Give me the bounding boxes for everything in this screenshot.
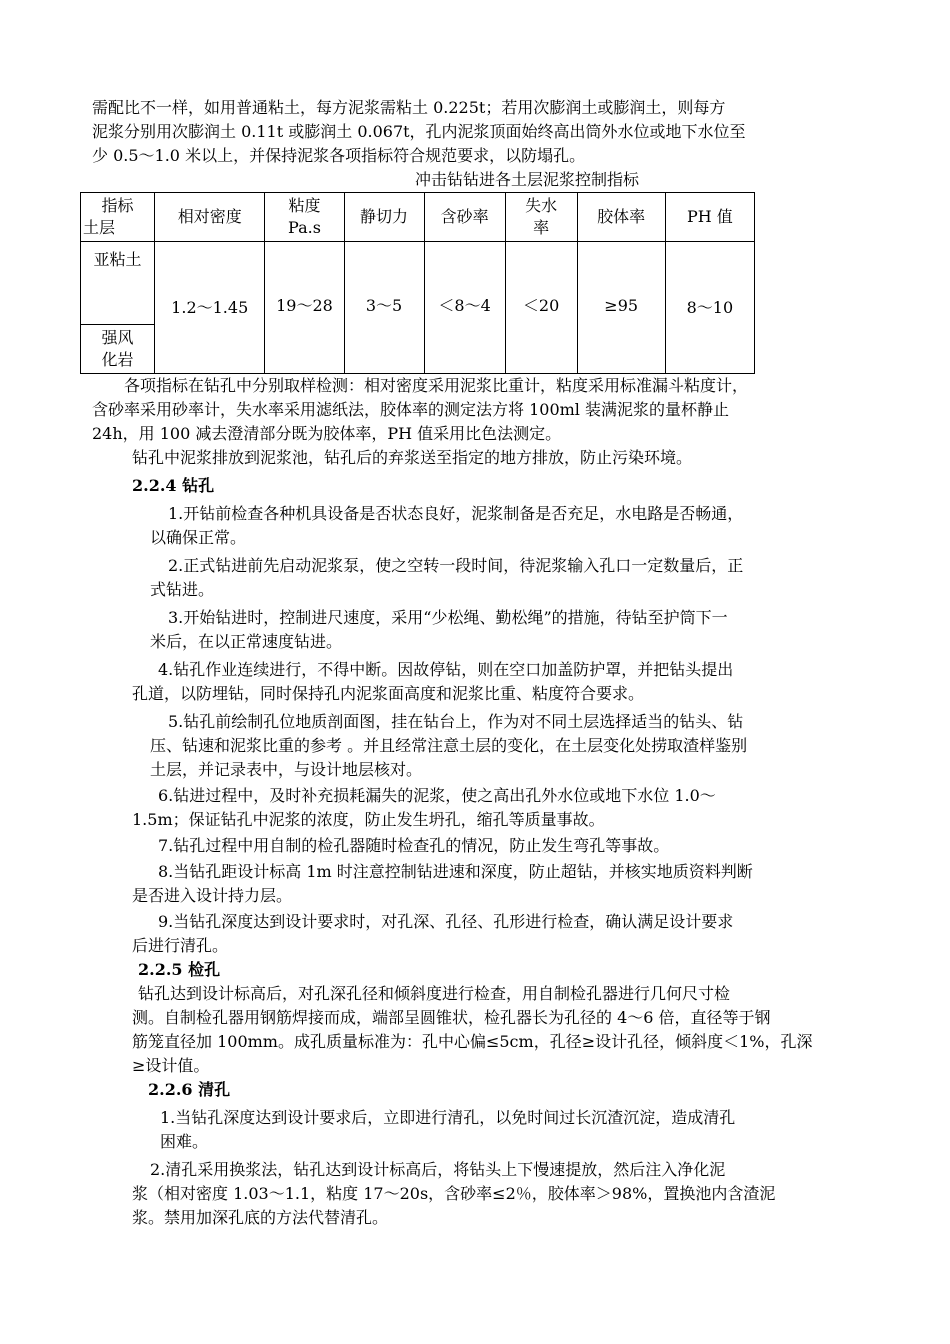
text-line: 筋笼直径加 100mm。成孔质量标准为：孔中心偏≤5cm，孔径≥设计孔径，倾斜度＜1%，孔深: [132, 1032, 813, 1051]
drill-item-3: [92, 606, 872, 654]
drill-item-7: [92, 834, 872, 858]
value-ph: 8～10: [665, 242, 754, 374]
text-line: 米后，在以正常速度钻进。: [150, 632, 343, 651]
test-method-paragraph: [92, 374, 872, 446]
section-heading-inspect: 2.2.5 检孔: [138, 960, 221, 979]
value-viscosity: 19～28: [265, 242, 344, 374]
row-label-rock-line2: 化岩: [101, 350, 134, 369]
drill-item-2: [92, 554, 872, 602]
row-label-rock-line1: 强风: [101, 328, 134, 347]
text-line: 含砂率采用砂率计，失水率采用滤纸法，胶体率的测定法方将 100ml 装满泥浆的量杯静止: [92, 400, 730, 419]
drill-item-1: [92, 502, 872, 550]
drill-item-6: [92, 784, 872, 832]
text-line: 浆。禁用加深孔底的方法代替清孔。: [132, 1208, 389, 1227]
text-line: 土层，并记录表中，与设计地层核对。: [150, 760, 423, 779]
clean-item-1: [92, 1106, 872, 1154]
text-line: 8.当钻孔距设计标高 1m 时注意控制钻进速和深度，防止超钻，并核实地质资料判断: [158, 862, 753, 881]
header-water-loss-line1: 失水: [525, 196, 558, 215]
text-line: 式钻进。: [150, 580, 215, 599]
header-colloid: 胶体率: [577, 193, 665, 242]
section-heading-clean: 2.2.6 清孔: [148, 1080, 231, 1099]
value-shear: 3～5: [344, 242, 424, 374]
text-line: 困难。: [160, 1132, 209, 1151]
text-line: 以确保正常。: [150, 528, 247, 547]
header-viscosity-line1: 粘度: [288, 196, 321, 215]
text-line: 需配比不一样，如用普通粘土，每方泥浆需粘土 0.225t；若用次膨润土或膨润土，则每方: [92, 98, 726, 117]
text-line: 3.开始钻进时，控制进尺速度，采用“少松绳、勤松绳”的措施，待钻至护筒下一: [168, 608, 728, 627]
clean-item-2: [92, 1158, 872, 1230]
inspect-paragraph: [92, 982, 872, 1078]
table-row: [81, 242, 755, 325]
text-line: 1.开钻前检查各种机具设备是否状态良好，泥浆制备是否充足，水电路是否畅通，: [168, 504, 744, 523]
header-water-loss: [505, 193, 577, 242]
text-line: 6.钻进过程中，及时补充损耗漏失的泥浆，使之高出孔外水位或地下水位 1.0～: [158, 786, 716, 805]
text-line: 少 0.5～1.0 米以上，并保持泥浆各项指标符合规范要求，以防塌孔。: [92, 146, 586, 165]
header-density: 相对密度: [154, 193, 264, 242]
text-line: 压、钻速和泥浆比重的参考 。并且经常注意土层的变化，在土层变化处捞取渣样鉴别: [150, 736, 748, 755]
mud-control-table: [80, 192, 755, 374]
text-line: 9.当钻孔深度达到设计要求时，对孔深、孔径、孔形进行检查，确认满足设计要求: [158, 912, 734, 931]
text-line: 测。自制检孔器用钢筋焊接而成，端部呈圆锥状，检孔器长为孔径的 4～6 倍，直径等于钢: [132, 1008, 771, 1027]
text-line: 孔道，以防埋钻，同时保持孔内泥浆面高度和泥浆比重、粘度符合要求。: [132, 684, 645, 703]
corner-top: 指标: [101, 196, 134, 215]
drill-item-9: [92, 910, 872, 958]
value-density: 1.2～1.45: [154, 242, 264, 374]
text-line: 4.钻孔作业连续进行，不得中断。因故停钻，则在空口加盖防护罩，并把钻头提出: [158, 660, 734, 679]
text-line: 泥浆分别用次膨润土 0.11t 或膨润土 0.067t，孔内泥浆顶面始终高出筒外水位或地下水位至: [92, 122, 746, 141]
text-line: 2.清孔采用换浆法，钻孔达到设计标高后，将钻头上下慢速提放，然后注入净化泥: [150, 1160, 726, 1179]
header-viscosity-line2: Pa.s: [288, 218, 321, 237]
drill-item-8: [92, 860, 872, 908]
header-viscosity: [265, 193, 344, 242]
corner-bottom: 土层: [83, 218, 116, 237]
document-page: [83, 96, 872, 1230]
value-water-loss: ＜20: [505, 242, 577, 374]
text-line: 各项指标在钻孔中分别取样检测：相对密度采用泥浆比重计，粘度采用标准漏斗粘度计，: [124, 376, 749, 395]
text-line: 1.当钻孔深度达到设计要求后，立即进行清孔，以免时间过长沉渣沉淀，造成清孔: [160, 1108, 736, 1127]
header-ph: PH 值: [665, 193, 754, 242]
text-line: 1.5m；保证钻孔中泥浆的浓度，防止发生坍孔，缩孔等质量事故。: [132, 810, 605, 829]
text-line: 7.钻孔过程中用自制的检孔器随时检查孔的情况，防止发生弯孔等事故。: [158, 836, 670, 855]
text-line: 24h，用 100 减去澄清部分既为胶体率，PH 值采用比色法测定。: [92, 424, 562, 443]
table-caption: 冲击钻钻进各土层泥浆控制指标: [414, 170, 639, 189]
text-line: 后进行清孔。: [132, 936, 229, 955]
corner-cell: [81, 193, 155, 242]
text-line: 是否进入设计持力层。: [132, 886, 293, 905]
discharge-paragraph: 钻孔中泥浆排放到泥浆池，钻孔后的弃浆送至指定的地方排放，防止污染环境。: [132, 448, 693, 467]
row-label-rock: [81, 325, 155, 374]
intro-paragraph: [92, 96, 872, 168]
text-line: 钻孔达到设计标高后，对孔深孔径和倾斜度进行检查，用自制检孔器进行几何尺寸检: [138, 984, 731, 1003]
header-sand: 含砂率: [424, 193, 505, 242]
header-water-loss-line2: 率: [533, 218, 550, 237]
text-line: 浆（相对密度 1.03～1.1，粘度 17～20s，含砂率≤2％，胶体率＞98%，置换池内含渣泥: [132, 1184, 776, 1203]
header-shear: 静切力: [344, 193, 424, 242]
value-sand: ＜8～4: [424, 242, 505, 374]
value-colloid: ≥95: [577, 242, 665, 374]
text-line: ≥设计值。: [132, 1056, 210, 1075]
text-line: 5.钻孔前绘制孔位地质剖面图，挂在钻台上，作为对不同土层选择适当的钻头、钻: [168, 712, 744, 731]
section-heading-drill: 2.2.4 钻孔: [132, 476, 215, 495]
drill-item-5: [92, 710, 872, 782]
drill-item-4: [92, 658, 872, 706]
row-label-clay: 亚粘土: [81, 242, 155, 325]
text-line: 2.正式钻进前先启动泥浆泵，使之空转一段时间，待泥浆输入孔口一定数量后，正: [168, 556, 744, 575]
table-header-row: [81, 193, 755, 242]
